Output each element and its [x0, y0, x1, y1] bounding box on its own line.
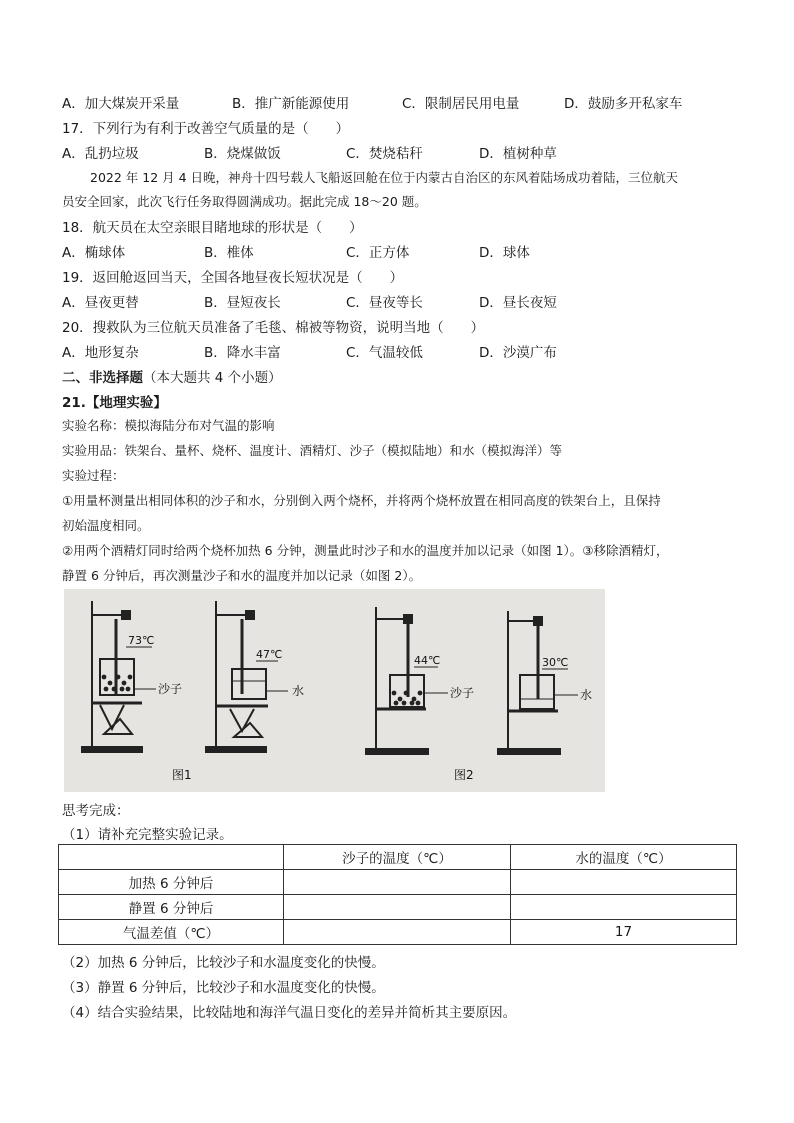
q17-option-c: C．焚烧秸秆 [346, 146, 423, 162]
table-cell: 气温差值（℃） [59, 920, 284, 945]
table-cell [284, 920, 511, 945]
temp-label-2: 47℃ [256, 648, 283, 661]
apparatus-2 [206, 601, 288, 752]
q21-step1-line-2: 初始温度相同。 [62, 518, 150, 533]
figure-caption-2: 图2 [454, 768, 474, 782]
material-label-sand-1: 沙子 [158, 682, 183, 696]
section-2-title: 二、非选择题 [62, 370, 143, 386]
q20-stem: 20．搜救队为三位航天员准备了毛毯、棉被等物资，说明当地（ ） [62, 320, 485, 336]
figure-caption-1: 图1 [172, 768, 192, 782]
temp-label-3: 44℃ [414, 654, 441, 667]
apparatus-4 [498, 611, 578, 754]
q16-option-b: B．推广新能源使用 [232, 96, 350, 112]
temp-label-4: 30℃ [542, 656, 569, 669]
q16-option-a: A．加大煤炭开采量 [62, 96, 180, 112]
table-cell [284, 895, 511, 920]
q18-option-d: D．球体 [479, 245, 530, 261]
q21-materials: 实验用品：铁架台、量杯、烧杯、温度计、酒精灯、沙子（模拟陆地）和水（模拟海洋）等 [62, 443, 563, 458]
table-cell: 17 [511, 920, 737, 945]
q19-option-c: C．昼夜等长 [346, 295, 423, 311]
table-header-cell: 水的温度（℃） [511, 845, 737, 870]
table-header-row [59, 845, 737, 870]
passage-line-1: 2022 年 12 月 4 日晚，神舟十四号载人飞船返回舱在位于内蒙古自治区的东风着陆场成功着陆，三位航天 [90, 170, 679, 185]
q21-step2-line-1: ②用两个酒精灯同时给两个烧杯加热 6 分钟，测量此时沙子和水的温度并加以记录（如图 1）。③移除酒精灯， [62, 543, 669, 558]
q18-option-a: A．椭球体 [62, 245, 126, 261]
experiment-figure [64, 589, 605, 792]
table-cell: 静置 6 分钟后 [59, 895, 284, 920]
table-cell [511, 870, 737, 895]
apparatus-3 [366, 607, 448, 754]
table-row [59, 870, 737, 895]
q21-experiment-name: 实验名称：模拟海陆分布对气温的影响 [62, 418, 275, 433]
q20-option-a: A．地形复杂 [62, 345, 139, 361]
table-header-cell: 沙子的温度（℃） [284, 845, 511, 870]
q17-option-a: A．乱扔垃圾 [62, 146, 139, 162]
q21-think-label: 思考完成： [62, 803, 130, 819]
q21-sub1: （1）请补充完整实验记录。 [62, 827, 233, 843]
q21-step1-line-1: ①用量杯测量出相同体积的沙子和水，分别倒入两个烧杯，并将两个烧杯放置在相同高度的铁架台上，且保持 [62, 493, 661, 508]
section-2-note: （本大题共 4 个小题） [143, 370, 282, 386]
experiment-figure-svg [64, 589, 605, 792]
q21-process-label: 实验过程： [62, 468, 125, 483]
q18-stem: 18．航天员在太空亲眼目睹地球的形状是（ ） [62, 220, 363, 236]
table-row [59, 920, 737, 945]
q20-option-c: C．气温较低 [346, 345, 423, 361]
q17-stem: 17．下列行为有利于改善空气质量的是（ ） [62, 121, 350, 137]
table-cell [284, 870, 511, 895]
table-row [59, 895, 737, 920]
q21-step2-line-2: 静置 6 分钟后，再次测量沙子和水的温度并加以记录（如图 2）。 [62, 568, 422, 583]
q17-option-d: D．植树种草 [479, 146, 557, 162]
q18-option-c: C．正方体 [346, 245, 410, 261]
q21-title: 21.【地理实验】 [62, 395, 167, 411]
material-label-water-1: 水 [292, 684, 305, 698]
experiment-record-table [58, 844, 737, 945]
q19-option-a: A．昼夜更替 [62, 295, 139, 311]
material-label-water-2: 水 [580, 688, 593, 702]
q19-stem: 19．返回舱返回当天，全国各地昼夜长短状况是（ ） [62, 270, 404, 286]
q21-sub2: （2）加热 6 分钟后，比较沙子和水温度变化的快慢。 [62, 955, 385, 971]
q18-option-b: B．椎体 [204, 245, 254, 261]
section-2-heading [62, 366, 282, 386]
q21-sub3: （3）静置 6 分钟后，比较沙子和水温度变化的快慢。 [62, 980, 385, 996]
table-cell: 加热 6 分钟后 [59, 870, 284, 895]
table-cell [511, 895, 737, 920]
q20-option-b: B．降水丰富 [204, 345, 281, 361]
temp-label-1: 73℃ [128, 634, 155, 647]
q20-option-d: D．沙漠广布 [479, 345, 557, 361]
q19-option-d: D．昼长夜短 [479, 295, 557, 311]
passage-line-2: 员安全回家，此次飞行任务取得圆满成功。据此完成 18～20 题。 [62, 194, 427, 209]
material-label-sand-2: 沙子 [450, 686, 475, 700]
q16-option-d: D．鼓励多开私家车 [564, 96, 683, 112]
q21-sub4: （4）结合实验结果，比较陆地和海洋气温日变化的差异并简析其主要原因。 [62, 1005, 517, 1021]
q16-option-c: C．限制居民用电量 [402, 96, 520, 112]
q17-option-b: B．烧煤做饭 [204, 146, 281, 162]
q19-option-b: B．昼短夜长 [204, 295, 281, 311]
table-header-cell [59, 845, 284, 870]
